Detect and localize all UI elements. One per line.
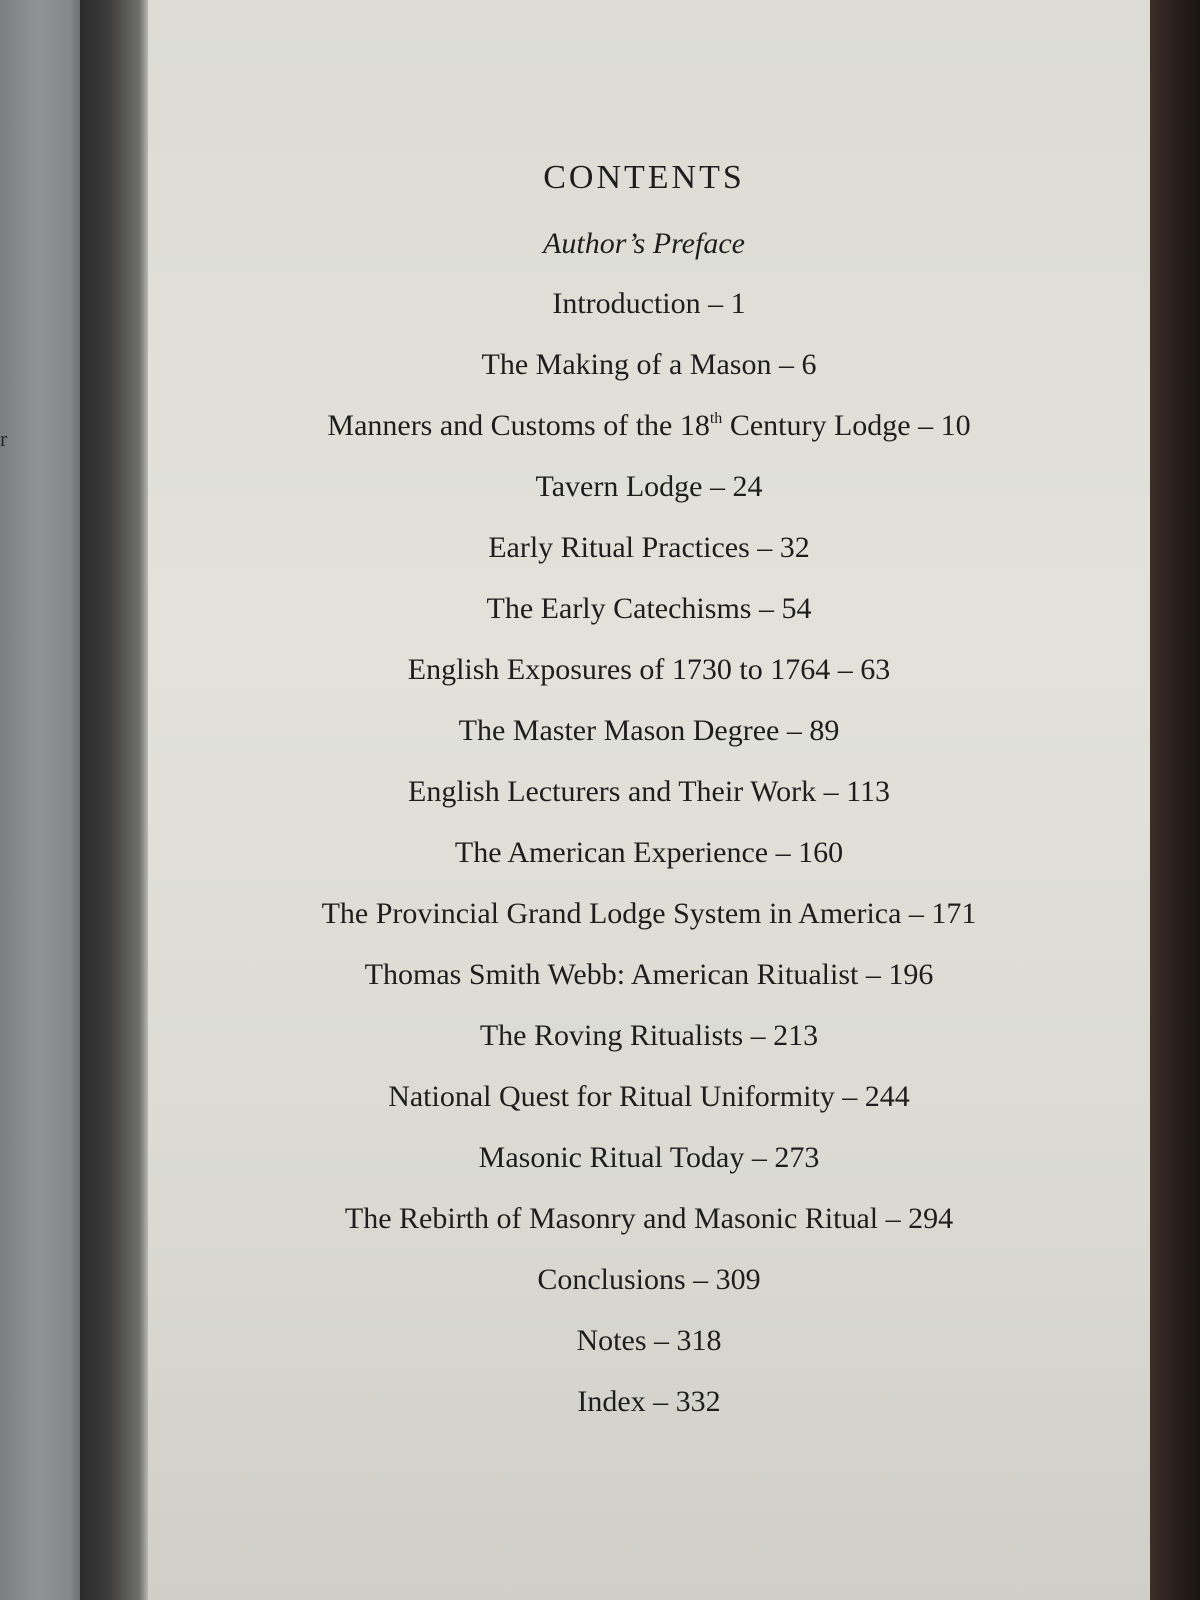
toc-entry: The American Experience – 160	[454, 836, 844, 869]
toc-entry: Notes – 318	[576, 1324, 722, 1357]
book-gutter	[80, 0, 150, 1600]
toc-entry: Index – 332	[577, 1385, 721, 1418]
left-page	[0, 0, 88, 1600]
toc-entry: The Roving Ritualists – 213	[479, 1019, 819, 1052]
toc-entry	[148, 400, 1150, 452]
toc-entry: Masonic Ritual Today – 273	[478, 1141, 820, 1174]
toc-entry: National Quest for Ritual Uniformity – 244	[388, 1080, 910, 1113]
table-of-contents	[148, 148, 1150, 1437]
toc-entry: Introduction – 1	[552, 287, 746, 320]
ordinal-superscript: th	[709, 410, 723, 427]
page-edge-shadow	[1150, 0, 1200, 1600]
toc-entry: English Exposures of 1730 to 1764 – 63	[407, 653, 891, 686]
left-page-edge-text: r	[0, 426, 8, 451]
toc-entry: The Making of a Mason – 6	[481, 348, 817, 381]
toc-entry: English Lecturers and Their Work – 113	[408, 775, 890, 808]
toc-entry: The Master Mason Degree – 89	[458, 714, 840, 747]
toc-entry: The Provincial Grand Lodge System in America – 171	[321, 897, 977, 930]
toc-entry: Conclusions – 309	[537, 1263, 761, 1296]
toc-entry: Thomas Smith Webb: American Ritualist – 196	[364, 958, 934, 991]
toc-entry-text: Manners and Customs of the 18	[327, 409, 710, 442]
toc-entry: The Early Catechisms – 54	[486, 592, 812, 625]
toc-entry-text: Century Lodge – 10	[722, 409, 971, 442]
toc-entry: The Rebirth of Masonry and Masonic Ritual – 294	[344, 1202, 954, 1235]
toc-entry: Tavern Lodge – 24	[535, 470, 763, 503]
toc-entry-authors-preface: Author’s Preface	[543, 227, 745, 260]
toc-entry: Early Ritual Practices – 32	[488, 531, 810, 564]
contents-heading: CONTENTS	[543, 159, 745, 196]
